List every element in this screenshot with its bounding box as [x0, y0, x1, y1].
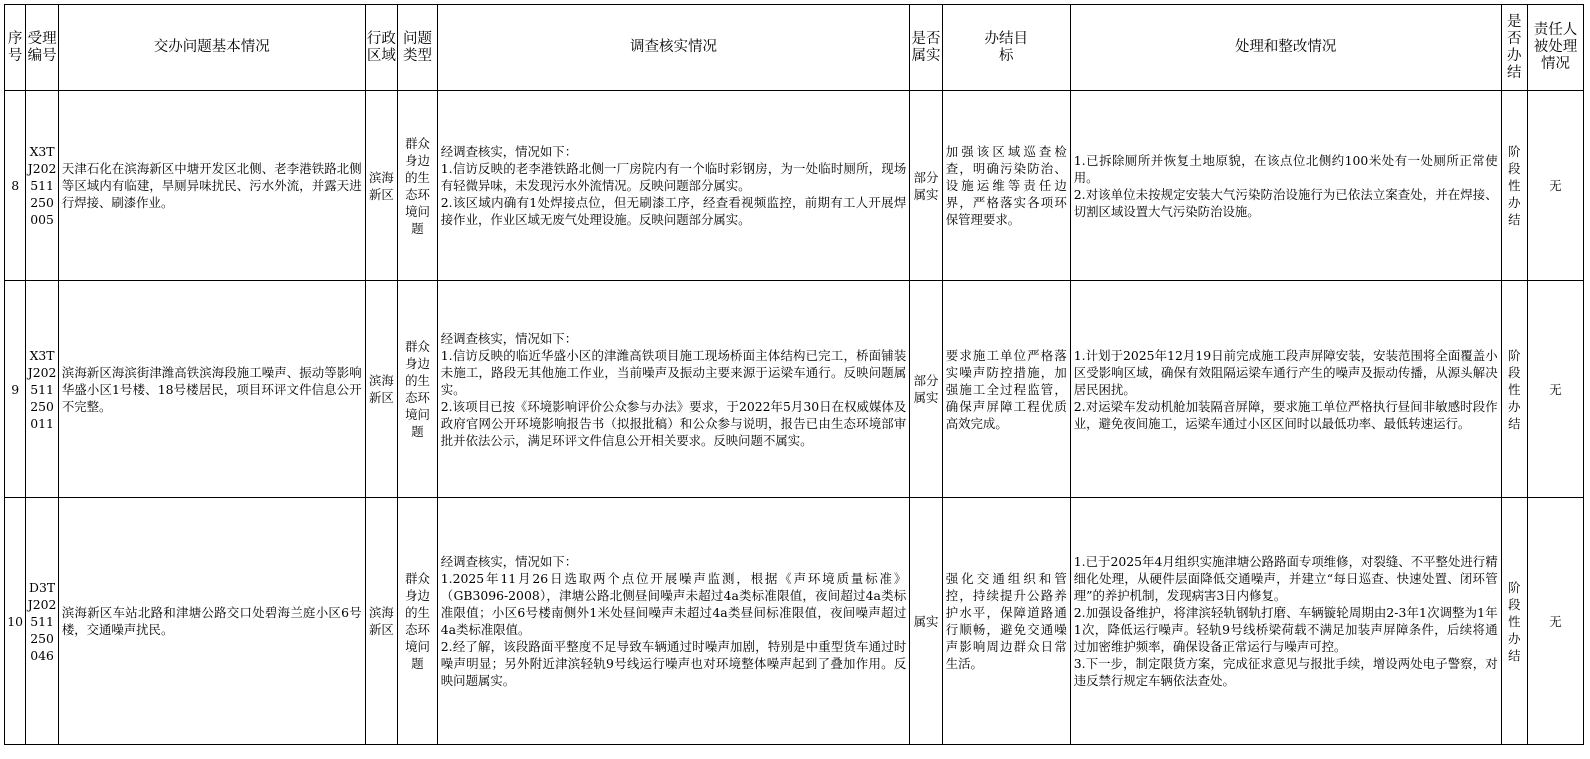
cell-code: D3TJ202511250046 [26, 498, 59, 745]
cell-code: X3TJ202511250011 [26, 281, 59, 498]
table-row [5, 281, 1584, 498]
cell-investigation [437, 498, 909, 745]
investigation-paragraph: 1.信访反映的临近华盛小区的津潍高铁项目施工现场桥面主体结构已完工，桥面铺装未施工，路段无其他施工作业，当前噪声及振动主要来源于运梁车通行。反映问题属实。 [440, 347, 907, 397]
investigation-paragraph: 经调查核实，情况如下： [440, 554, 578, 569]
investigation-paragraph: 经调查核实，情况如下： [440, 144, 578, 159]
handling-paragraph: 1.已拆除厕所并恢复土地原貌，在该点位北侧约100米处有一处厕所正常使用。 [1073, 152, 1498, 185]
handling-paragraph: 1.已于2025年4月组织实施津塘公路路面专项维修，对裂缝、不平整处进行精细化处理，从硬件层面降低交通噪声，并建立“每日巡查、快速处置、闭环管理”的养护机制，发现病害3日内修复。 [1073, 554, 1498, 603]
cell-district: 滨海新区 [365, 91, 398, 281]
case-table [4, 4, 1584, 745]
investigation-paragraph: 2.该项目已按《环境影响评价公众参与办法》要求，于2022年5月30日在权威媒体及政府官网公开环境影响报告书（拟报批稿）和公众参与说明，报告已由生态环境部审批并依法公示，满足环评文件信息公开相关要求。反映问题不属实。 [440, 398, 907, 448]
header-handling: 处理和整改情况 [1070, 5, 1501, 91]
investigation-paragraph: 经调查核实，情况如下： [440, 330, 578, 346]
cell-accountability: 无 [1528, 281, 1584, 498]
table-row [5, 498, 1584, 745]
investigation-paragraph: 1.2025年11月26日选取两个点位开展噪声监测，根据《声环境质量标准》（GB3096-2008），津塘公路北侧昼间噪声未超过4a类标准限值，夜间超过4a类标准限值；小区6号楼南侧外1米处昼间噪声未超过4a类昼间标准限值，夜间噪声超过4a类标准限值。 [440, 571, 907, 637]
cell-closed: 阶段性办结 [1501, 91, 1527, 281]
cell-closed: 阶段性办结 [1501, 281, 1527, 498]
header-accountability: 责任人被处理情况 [1528, 5, 1584, 91]
header-target: 办结目标 [942, 5, 1070, 91]
cell-accountability: 无 [1528, 91, 1584, 281]
table-row [5, 91, 1584, 281]
cell-type: 群众身边的生态环境问题 [398, 281, 438, 498]
header-district: 行政区域 [365, 5, 398, 91]
header-type: 问题类型 [398, 5, 438, 91]
investigation-paragraph: 2.经了解，该段路面平整度不足导致车辆通过时噪声加剧，特别是中重型货车通过时噪声明显；另外附近津滨轻轨9号线运行噪声也对环境整体噪声起到了叠加作用。反映问题属实。 [440, 639, 907, 688]
cell-basic: 滨海新区车站北路和津塘公路交口处碧海兰庭小区6号楼，交通噪声扰民。 [58, 498, 365, 745]
handling-paragraph: 1.计划于2025年12月19日前完成施工段声屏障安装，安装范围将全面覆盖小区受影响区域，确保有效阻隔运梁车通行产生的噪声及振动传播，从源头解决居民困扰。 [1073, 347, 1498, 397]
header-basic: 交办问题基本情况 [58, 5, 365, 91]
header-seq: 序号 [5, 5, 26, 91]
cell-verified: 部分属实 [910, 91, 943, 281]
cell-district: 滨海新区 [365, 498, 398, 745]
cell-target: 要求施工单位严格落实噪声防控措施，加强施工全过程监管，确保声屏障工程优质高效完成。 [942, 281, 1070, 498]
investigation-paragraph: 2.该区域内确有1处焊接点位，但无刷漆工序，经查看视频监控，前期有工人开展焊接作业，作业区域无废气处理设施。反映问题部分属实。 [440, 195, 907, 227]
cell-target: 强化交通组织和管控，持续提升公路养护水平，保障道路通行顺畅，避免交通噪声影响周边群众日常生活。 [942, 498, 1070, 745]
cell-seq: 9 [5, 281, 26, 498]
header-row [5, 5, 1584, 91]
cell-accountability: 无 [1528, 498, 1584, 745]
cell-district: 滨海新区 [365, 281, 398, 498]
cell-code: X3TJ202511250005 [26, 91, 59, 281]
cell-verified: 属实 [910, 498, 943, 745]
cell-investigation [437, 281, 909, 498]
handling-paragraph: 2.加强设备维护，将津滨轻轨钢轨打磨、车辆镟轮周期由2-3年1次调整为1年1次，降低运行噪声。轻轨9号线桥梁荷载不满足加装声屏障条件，后续将通过加密维护频率，确保设备正常运行与噪声可控。 [1073, 605, 1498, 654]
cell-closed: 阶段性办结 [1501, 498, 1527, 745]
header-verified: 是否属实 [910, 5, 943, 91]
header-code: 受理编号 [26, 5, 59, 91]
cell-type: 群众身边的生态环境问题 [398, 91, 438, 281]
cell-handling [1070, 498, 1501, 745]
handling-paragraph: 2.对该单位未按规定安装大气污染防治设施行为已依法立案查处，并在焊接、切割区域设置大气污染防治设施。 [1073, 186, 1498, 219]
cell-target: 加强该区域巡查检查，明确污染防治、设施运维等责任边界，严格落实各项环保管理要求。 [942, 91, 1070, 281]
cell-seq: 10 [5, 498, 26, 745]
cell-handling [1070, 91, 1501, 281]
cell-basic: 天津石化在滨海新区中塘开发区北侧、老李港铁路北侧等区域内有临建，旱厕异味扰民、污水外流，并露天进行焊接、刷漆作业。 [58, 91, 365, 281]
cell-basic: 滨海新区海滨街津潍高铁滨海段施工噪声、振动等影响华盛小区1号楼、18号楼居民，项目环评文件信息公开不完整。 [58, 281, 365, 498]
cell-handling [1070, 281, 1501, 498]
cell-seq: 8 [5, 91, 26, 281]
cell-investigation [437, 91, 909, 281]
investigation-paragraph: 1.信访反映的老李港铁路北侧一厂房院内有一个临时彩钢房，为一处临时厕所，现场有轻微异味，未发现污水外流情况。反映问题部分属实。 [440, 161, 907, 193]
header-closed: 是否办结 [1501, 5, 1527, 91]
handling-paragraph: 3.下一步，制定限货方案，完成征求意见与报批手续，增设两处电子警察，对违反禁行规定车辆依法查处。 [1073, 656, 1498, 688]
header-investigation: 调查核实情况 [437, 5, 909, 91]
handling-paragraph: 2.对运梁车发动机舱加装隔音屏障，要求施工单位严格执行昼间非敏感时段作业，避免夜间施工，运梁车通过小区区间时以最低功率、最低转速运行。 [1073, 398, 1498, 431]
cell-verified: 部分属实 [910, 281, 943, 498]
cell-type: 群众身边的生态环境问题 [398, 498, 438, 745]
